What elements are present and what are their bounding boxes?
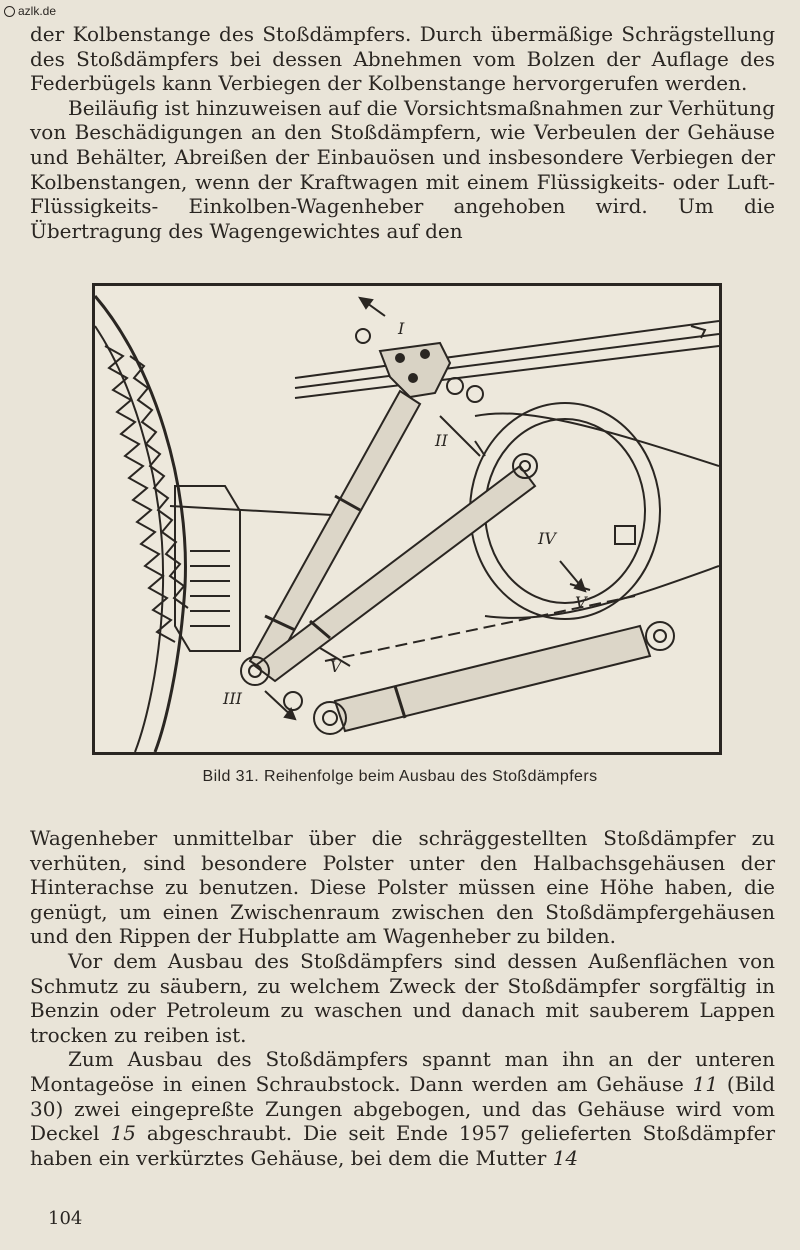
shock-absorber-illustration bbox=[95, 286, 719, 752]
paragraph: Wagenheber unmittelbar über die schräggestellten Stoßdämpfer zu verhüten, sind besondere Polster unter den Halbachsgehäusen der Hinterachse zu benutzen. Diese Polster müssen eine Höhe haben, die genügt, um einen Zwischenraum zwischen den Stoßdämpfergehäusen und den Rippen der Hubplatte am Wagenheber zu bilden. bbox=[30, 826, 775, 949]
paragraph: der Kolbenstange des Stoßdämpfers. Durch übermäßige Schrägstellung des Stoßdämpfers bei dessen Abnehmen vom Bolzen der Auflage des Federbügels kann Verbiegen der Kolbenstange hervorgerufen werden. bbox=[30, 22, 775, 96]
part-reference: 11 bbox=[692, 1071, 719, 1096]
paragraph-text: abgeschraubt. Die seit Ende 1957 gelieferten Stoßdämpfer haben ein verkürztes Gehäuse, bei dem die Mutter bbox=[30, 1121, 775, 1170]
bottom-text-block bbox=[30, 826, 775, 1170]
copyright-icon bbox=[4, 6, 15, 17]
frame-rails bbox=[295, 321, 719, 398]
label-step-ii: II bbox=[435, 431, 448, 450]
label-step-iv: IV bbox=[538, 529, 556, 548]
paragraph bbox=[30, 1047, 775, 1170]
top-text-block bbox=[30, 22, 775, 243]
figure-shock-absorber-removal bbox=[92, 283, 722, 755]
paragraph-text: Zum Ausbau des Stoßdämpfers spannt man ihn an der unteren Montageöse in einen Schraubstock. Dann werden am Gehäuse bbox=[30, 1047, 775, 1096]
paragraph-text: (Bild 30) zwei eingepreßte Zungen abgebogen, und das Gehäuse wird vom Deckel bbox=[30, 1071, 775, 1146]
label-step-v: V bbox=[330, 657, 342, 676]
site-watermark bbox=[4, 4, 56, 18]
label-step-iii: III bbox=[223, 689, 242, 708]
watermark-text: azlk.de bbox=[18, 4, 57, 18]
page-number: 104 bbox=[48, 1208, 83, 1229]
figure-caption: Bild 31. Reihenfolge beim Ausbau des Stoßdämpfers bbox=[202, 768, 598, 785]
paragraph: Beiläufig ist hinzuweisen auf die Vorsichtsmaßnahmen zur Verhütung von Beschädigungen an den Stoßdämpfern, wie Verbeulen der Gehäuse und Behälter, Abreißen der Einbauösen und insbesondere Verbiegen der Kolbenstangen, wenn der Kraftwagen mit einem Flüssigkeits- oder Luft-Flüssigkeits- Einkolben-Wagenheber angehoben wird. Um die Übertragung des Wagengewichtes auf den bbox=[30, 95, 775, 243]
label-step-i: I bbox=[398, 319, 405, 338]
paragraph: Vor dem Ausbau des Stoßdämpfers sind dessen Außenflächen von Schmutz zu säubern, zu welchem Zweck der Stoßdämpfer sorgfältig in Benzin oder Petroleum zu waschen und danach mit sauberem Lappen trocken zu reiben ist. bbox=[30, 948, 775, 1047]
part-reference: 14 bbox=[552, 1145, 579, 1170]
part-reference: 15 bbox=[110, 1121, 136, 1146]
upper-bracket bbox=[380, 343, 450, 397]
shock-absorber-installed-2 bbox=[241, 454, 537, 685]
label-step-v: V bbox=[575, 593, 587, 612]
